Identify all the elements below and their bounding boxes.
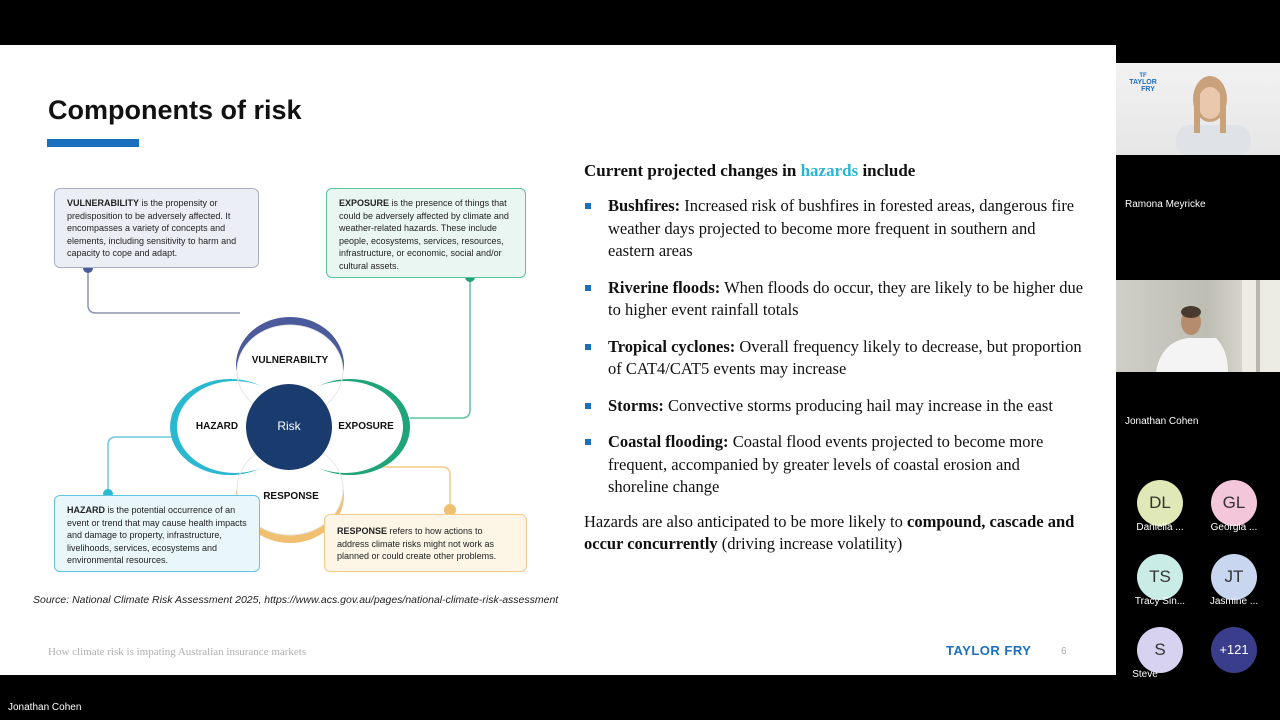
slide-title: Components of risk [48,95,302,125]
title-underline [47,139,139,147]
more-participants-button[interactable]: +121 [1211,627,1257,673]
hazards-heading [584,161,1084,181]
bullet-square-icon [585,439,591,445]
exposure-definition-box [326,188,526,278]
avatar-name: Steve [1132,669,1158,680]
avatar[interactable]: TS [1137,554,1183,600]
avatar-name: Jasmine ... [1209,596,1259,607]
hazard-text: is the potential occurrence of an event or trend that may cause health impacts and damage to property, infrastructure, livelihoods, services, ecosystems and environmental resources. [67,505,247,565]
bullet-text: Increased risk of bushfires in forested areas, dangerous fire weather days projected to become more frequent in southern and eastern areas [608,196,1075,260]
bullet-text: Convective storms producing hail may increase in the east [663,395,1053,415]
avatar-name: Georgia ... [1210,522,1258,533]
response-circle-label: RESPONSE [263,491,319,502]
list-item [584,395,1084,418]
person-silhouette-icon [1116,63,1280,155]
bullet-square-icon [585,203,591,209]
bullet-term: Coastal flooding: [608,432,729,451]
avatar-name: Daniella ... [1136,522,1184,533]
bullet-text: Overall frequency likely to decrease, but proportion of CAT4/CAT5 events may increase [608,336,1082,378]
page-number: 6 [1061,646,1067,657]
avatar[interactable]: JT [1211,554,1257,600]
bullet-term: Bushfires: [608,196,681,215]
heading-highlight: hazards [800,161,859,180]
vulnerability-text: is the propensity or predisposition to be adversely affected. It encompasses a variety of concepts and elements, including sensitivity to harm and capacity to cope and adapt. [67,198,237,258]
avatar[interactable]: GL [1211,480,1257,526]
svg-text:FRY: FRY [1141,86,1155,93]
svg-text:TAYLOR: TAYLOR [1129,79,1157,86]
presentation-slide [0,45,1116,675]
bullet-term: Storms: [608,395,664,415]
hazard-circle-label: HAZARD [195,421,239,432]
active-speaker-name: Jonathan Cohen [8,702,82,713]
heading-text-pre: Current projected changes in [584,161,801,180]
list-item [584,336,1084,381]
avatar-name: Tracy Sin... [1134,596,1186,607]
slide-footer-text: How climate risk is impating Australian insurance markets [48,646,307,658]
heading-text-post: include [858,161,916,180]
bullet-term: Tropical cyclones: [608,336,736,356]
bullet-square-icon [585,403,591,409]
risk-center-label: Risk [277,419,301,433]
closing-text-pre: Hazards are also anticipated to be more likely to [584,511,907,531]
participant-video-jonathan[interactable] [1116,280,1280,372]
exposure-term: EXPOSURE [339,198,390,208]
hazards-text-column [584,161,1084,556]
person-silhouette-icon [1116,280,1280,372]
response-text: refers to how actions to address climate risks might not work as planned or could create other problems. [337,526,497,561]
response-term: RESPONSE [337,526,388,536]
participant-name-ramona: Ramona Meyricke [1125,199,1206,210]
closing-statement [584,511,1084,556]
exposure-text: is the presence of things that could be adversely affected by climate and weather-related hazards. These include people, ecosystems, services, resources, infrastructure, or economic, social and/or cultural assets. [339,198,509,271]
hazard-definition-box [54,495,260,572]
hazard-term: HAZARD [67,505,105,515]
vulnerability-term: VULNERABILITY [67,198,139,208]
participant-video-ramona[interactable] [1116,63,1280,155]
response-definition-box [324,514,527,572]
hazard-bullet-list [584,195,1084,499]
list-item [584,195,1084,263]
bullet-square-icon [585,344,591,350]
vulnerability-definition-box [54,188,259,268]
bullet-term: Riverine floods: [608,277,721,297]
svg-text:TF: TF [1139,73,1147,79]
vulnerability-circle-label: VULNERABILTY [251,355,329,366]
list-item [584,277,1084,322]
bullet-text: When floods do occur, they are likely to be higher due to higher event rainfall totals [608,277,1084,319]
avatar[interactable]: DL [1137,480,1183,526]
source-citation: Source: National Climate Risk Assessment 2025, https://www.acs.gov.au/pages/national-climate-risk-assessment [33,594,559,606]
closing-text-post: (driving increase volatility) [717,534,903,553]
exposure-circle-label: EXPOSURE [338,421,394,432]
taylor-fry-logo: TAYLOR FRY [946,643,1032,658]
avatar[interactable]: S [1137,627,1183,673]
bullet-square-icon [585,285,591,291]
risk-components-diagram [30,175,550,585]
bullet-text: Coastal flood events projected to become more frequent, accompanied by greater levels of coastal erosion and shoreline change [608,432,1044,496]
list-item [584,431,1084,499]
closing-text-bold: compound, cascade and occur concurrently [584,511,1075,553]
participant-name-jonathan: Jonathan Cohen [1125,416,1199,427]
